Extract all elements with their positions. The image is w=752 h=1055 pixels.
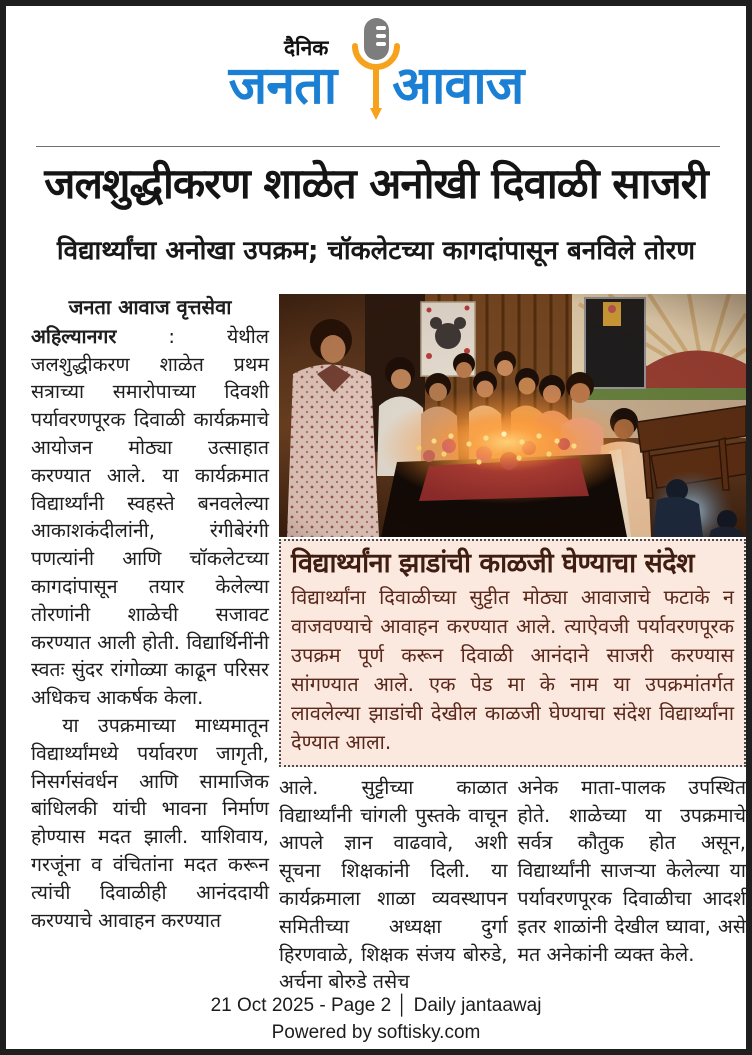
paragraph-1-text: येथील जलशुद्धीकरण शाळेत प्रथम सत्राच्या समारोपाच्या दिवशी पर्यावरणपूरक दिवाळी कार्यक्रमाचे आयोजन मोठ्या उत्साहात करण्यात आले. या कार्यक्रमात विद्यार्थ्यांनी स्वहस्ते बनवलेल्या आकाशकंदीलांनी, रंगीबेरंगी पणत्यांनी आणि चॉकलेटच्या कागदांपासून तयार केलेल्या तोरणांनी शाळेची सजावट करण्यात आली होती. विद्यार्थिनींनी स्वतः सुंदर रांगोळ्या काढून परिसर अधिकच आकर्षक केला. [31, 324, 269, 710]
article-column-right: अनेक माता-पालक उपस्थित होते. शाळेच्या या उपक्रमाचे सर्वत्र कौतुक होत असून, विद्यार्थ्यांनी साजऱ्या केलेल्या या पर्यावरणपूरक दिवाळीचा आदर्श इतर शाळांनी देखील घ्यावा, असे मत अनेकांनी व्यक्त केले. [517, 775, 746, 966]
article-right-area [279, 294, 746, 996]
article-paragraph-2: या उपक्रमाच्या माध्यमातून विद्यार्थ्यांमध्ये पर्यावरण जागृती, निसर्गसंवर्धन आणि सामाजिक बांधिलकी यांची भावना निर्माण होण्यास मदत झाली. याशिवाय, गरजूंना व वंचितांना मदत करून त्यांची दिवाळीही आनंददायी करण्याचे आवाहन करण्यात [31, 713, 269, 932]
subheadline: विद्यार्थ्यांचा अनोखा उपक्रम; चॉकलेटच्या कागदांपासून बनविले तोरण [56, 236, 696, 266]
masthead-title [6, 58, 746, 115]
highlight-box [279, 539, 746, 767]
masthead-daily-label: दैनिक [284, 36, 329, 60]
byline: जनता आवाज वृत्तसेवा [68, 295, 232, 319]
masthead-title-word1: जनता [228, 56, 337, 116]
article-column-left [31, 294, 269, 934]
article-photo [279, 294, 746, 537]
masthead-divider [36, 146, 720, 147]
dateline-colon: : [168, 324, 175, 348]
headline: जलशुद्धीकरण शाळेत अनोखी दिवाळी साजरी [44, 159, 708, 208]
article-lower-columns [279, 774, 746, 996]
footer-powered-by: Powered by softisky.com [271, 1022, 481, 1043]
masthead-title-word2: आवाज [392, 56, 524, 116]
page-footer [6, 992, 746, 1046]
masthead [6, 12, 746, 144]
article-paragraph-1 [31, 323, 269, 712]
highlight-box-body: विद्यार्थ्यांना दिवाळीच्या सुट्टीत मोठ्या आवाजाचे फटाके न वाजवण्याचे आवाहन करण्यात आले. त्याऐवजी पर्यावरणपूरक उपक्रम पूर्ण करून दिवाळी आनंदाने साजरी करण्यास सांगण्यात आले. एक पेड मा के नाम या उपक्रमांतर्गत लावलेल्या झाडांची देखील काळजी घेण्याचा संदेश विद्यार्थ्यांना देण्यात आला. [291, 584, 734, 754]
article-column-middle: आले. सुट्टीच्या काळात विद्यार्थ्यांनी चांगली पुस्तके वाचून आपले ज्ञान वाढवावे, अशी सूचना शिक्षकांनी दिली. या कार्यक्रमाला शाळा व्यवस्थापन समितीच्या अध्यक्षा दुर्गा हिरणवाळे, शिक्षक संजय बोरुडे, अर्चना बोरुडे तसेच [279, 775, 508, 994]
footer-date-page-line: 21 Oct 2025 - Page 2 │ Daily jantaawaj [210, 995, 542, 1016]
highlight-box-heading: विद्यार्थ्यांना झाडांची काळजी घेण्याचा संदेश [291, 548, 694, 579]
dateline: अहिल्यानगर [31, 324, 117, 348]
